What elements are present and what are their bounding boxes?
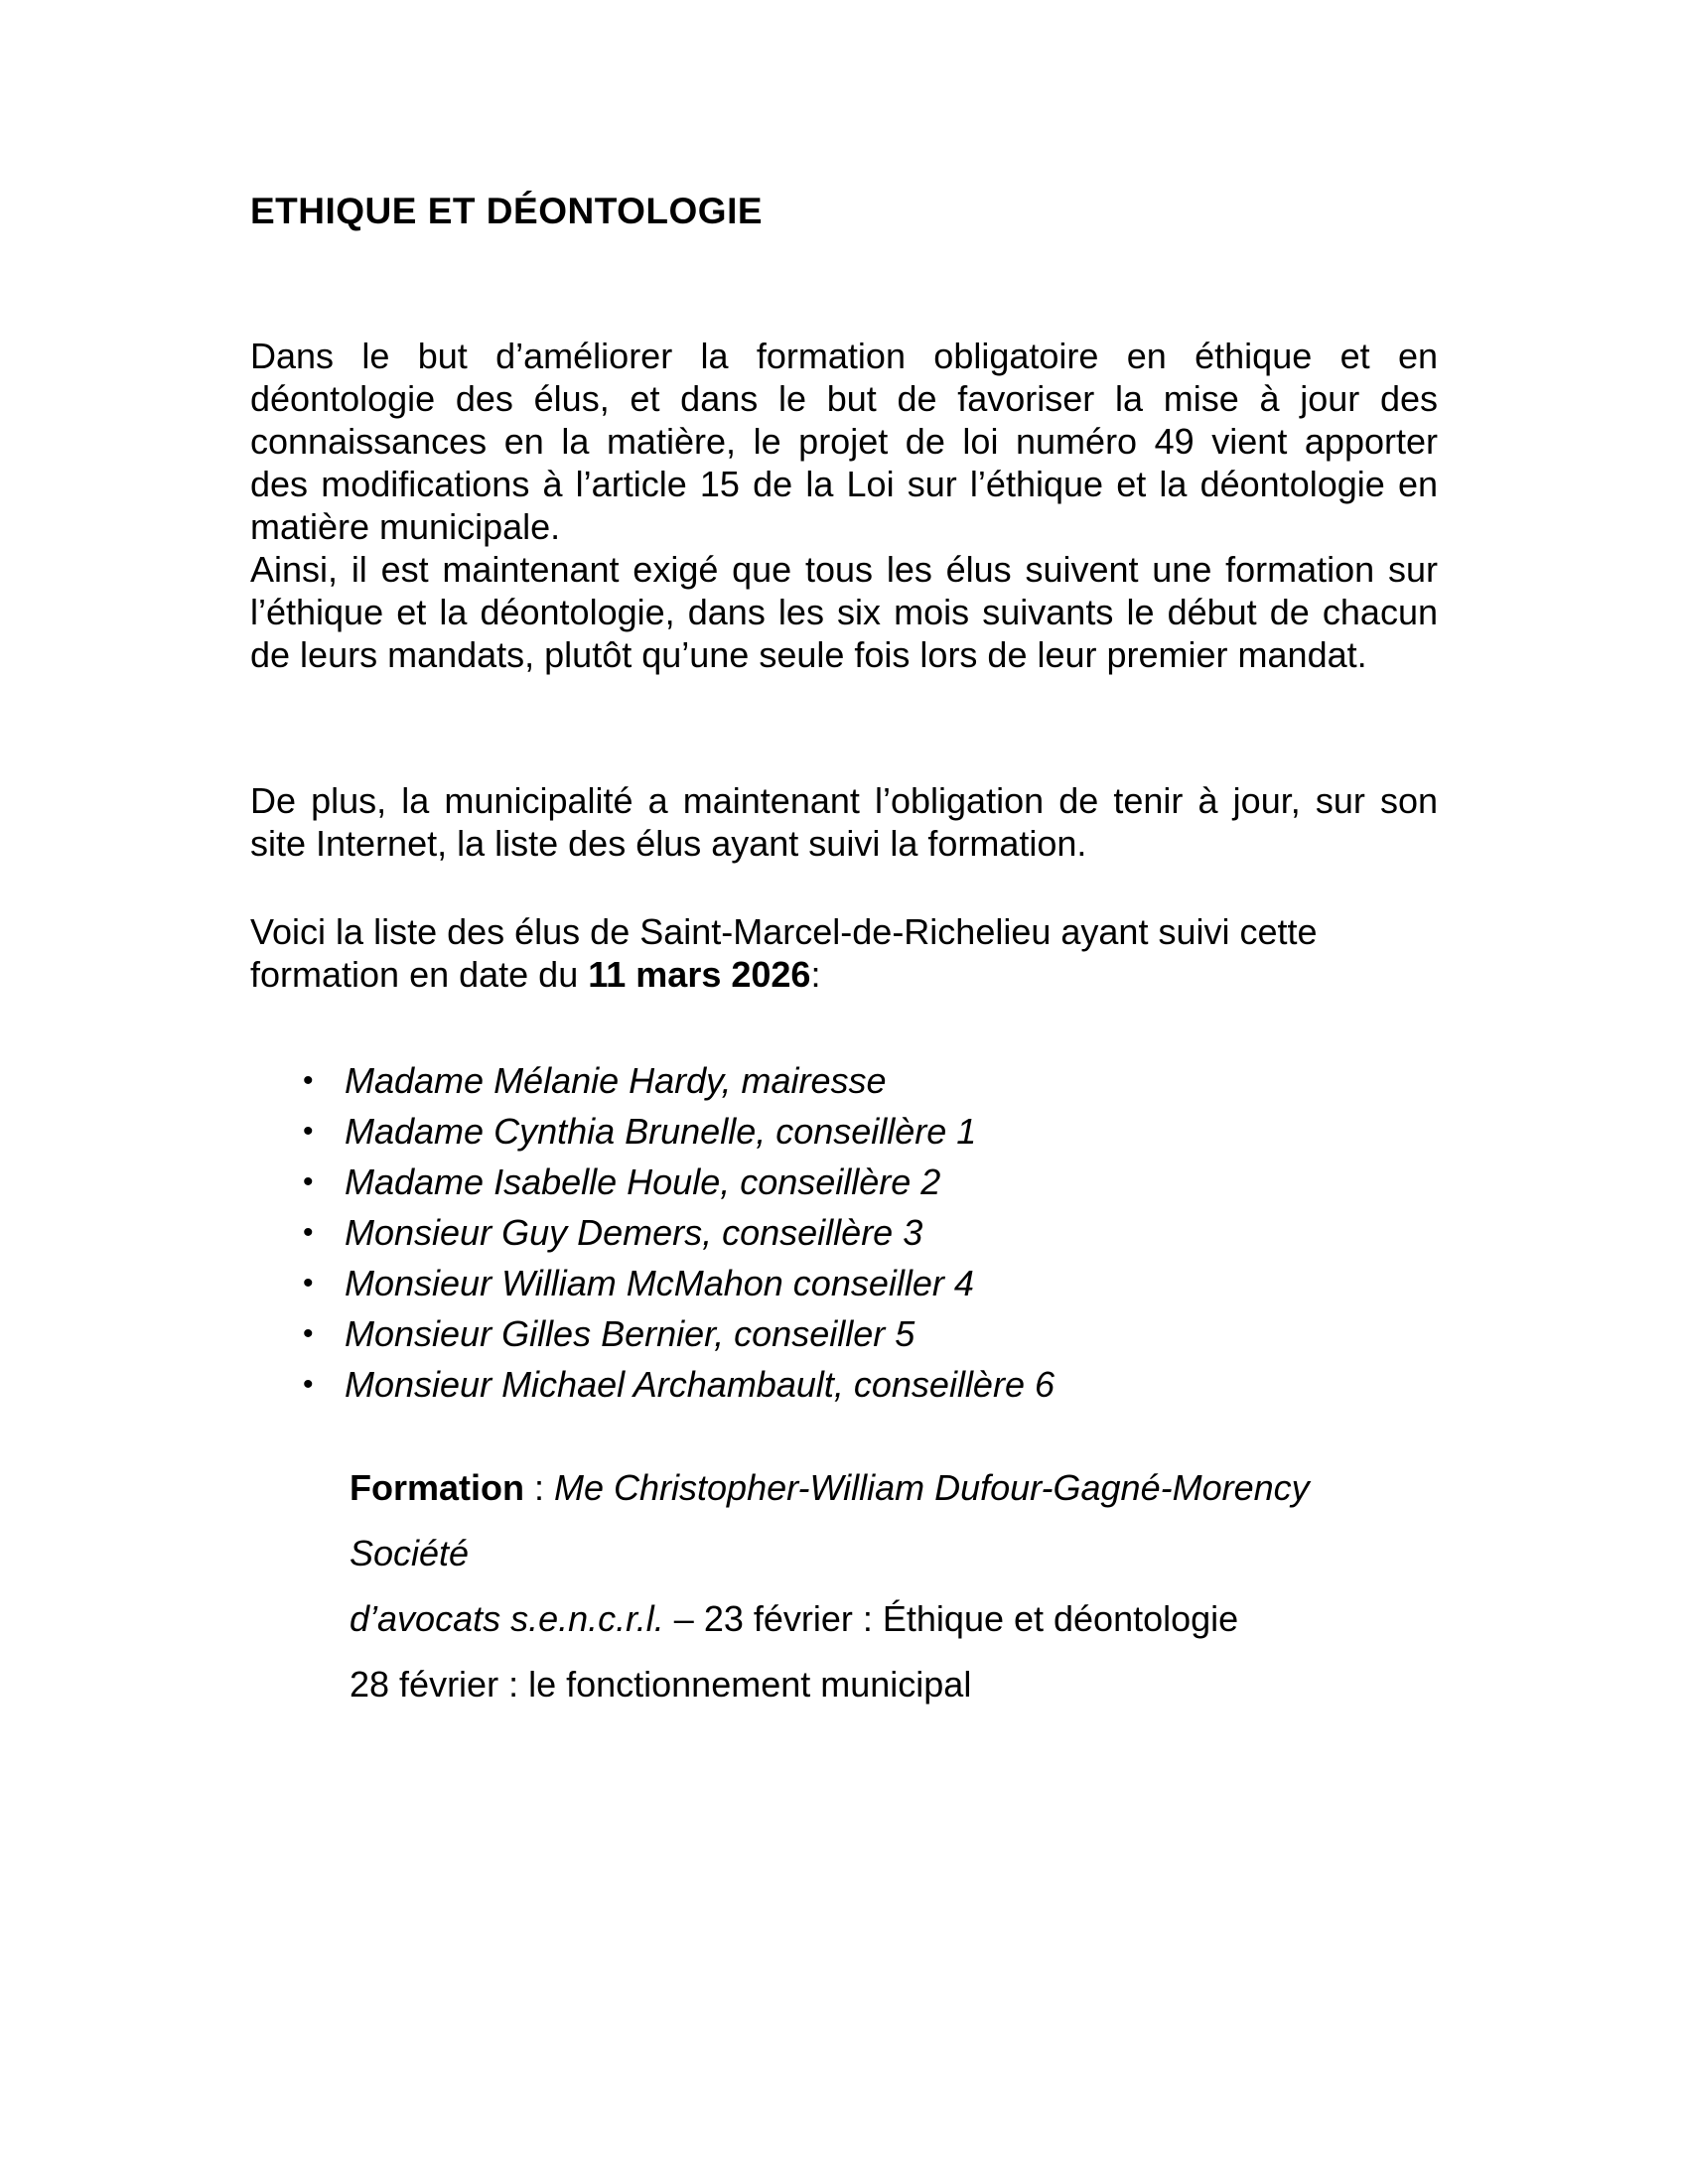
bullet-icon: • <box>303 1317 314 1350</box>
list-item-text: Madame Isabelle Houle, conseillère 2 <box>345 1161 941 1202</box>
formation-line-3: 28 février : le fonctionnement municipal <box>350 1664 972 1705</box>
formation-line-1 <box>350 1455 1438 1586</box>
bullet-icon: • <box>303 1064 314 1097</box>
bullet-icon: • <box>303 1216 314 1249</box>
paragraph-intro <box>250 335 1438 676</box>
bullet-icon: • <box>303 1165 314 1198</box>
text-line: matière municipale. <box>250 506 561 547</box>
text-line: site Internet, la liste des élus ayant suivi la formation. <box>250 823 1087 864</box>
list-item-text: Monsieur Gilles Bernier, conseiller 5 <box>345 1313 915 1354</box>
document-content <box>250 0 1438 1717</box>
bullet-icon: • <box>303 1267 314 1299</box>
text-line: l’éthique et la déontologie, dans les six mois suivants le début de chacun <box>250 592 1438 632</box>
formation-line-2 <box>350 1586 1438 1652</box>
list-item <box>250 1258 1438 1308</box>
text-line: déontologie des élus, et dans le but de favoriser la mise à jour des <box>250 378 1438 419</box>
formation-separator: : <box>524 1467 555 1508</box>
list-item <box>250 1157 1438 1207</box>
text-line: de leurs mandats, plutôt qu’une seule fois lors de leur premier mandat. <box>250 634 1367 675</box>
list-item <box>250 1055 1438 1106</box>
list-item <box>250 1106 1438 1157</box>
text-segment: formation en date du <box>250 954 589 995</box>
text-line: des modifications à l’article 15 de la Loi sur l’éthique et la déontologie en <box>250 464 1438 504</box>
list-item <box>250 1359 1438 1410</box>
list-item <box>250 1308 1438 1359</box>
formation-firm-name: Me Christopher-William Dufour-Gagné-Morency Société <box>350 1467 1310 1573</box>
date-bold: 11 mars 2026 <box>588 954 811 995</box>
text-line: connaissances en la matière, le projet de loi numéro 49 vient apporter <box>250 421 1438 462</box>
list-item-text: Madame Cynthia Brunelle, conseillère 1 <box>345 1111 977 1152</box>
formation-firm-suffix: d’avocats s.e.n.c.r.l. <box>350 1598 664 1639</box>
formation-session-1: – 23 février : Éthique et déontologie <box>663 1598 1239 1639</box>
list-item-text: Monsieur Guy Demers, conseillère 3 <box>345 1212 923 1253</box>
formation-label: Formation <box>350 1467 524 1508</box>
formation-paragraph <box>350 1455 1438 1717</box>
list-item-text: Monsieur William McMahon conseiller 4 <box>345 1263 974 1303</box>
list-item-text: Madame Mélanie Hardy, mairesse <box>345 1060 887 1101</box>
text-line: Dans le but d’améliorer la formation obligatoire en éthique et en <box>250 336 1438 376</box>
text-line <box>250 953 1438 996</box>
text-line: De plus, la municipalité a maintenant l’obligation de tenir à jour, sur son <box>250 780 1438 821</box>
page-title: ETHIQUE ET DÉONTOLOGIE <box>250 191 764 231</box>
text-line: Ainsi, il est maintenant exigé que tous les élus suivent une formation sur <box>250 549 1438 590</box>
text-line: Voici la liste des élus de Saint-Marcel-de-Richelieu ayant suivi cette <box>250 911 1318 952</box>
list-item-text: Monsieur Michael Archambault, conseillère 6 <box>345 1364 1055 1405</box>
list-item <box>250 1207 1438 1258</box>
paragraph-obligation <box>250 779 1438 865</box>
bullet-icon: • <box>303 1368 314 1401</box>
bullet-icon: • <box>303 1115 314 1148</box>
text-segment: : <box>810 954 821 995</box>
elected-officials-list <box>250 1055 1438 1410</box>
paragraph-list-intro <box>250 910 1438 996</box>
